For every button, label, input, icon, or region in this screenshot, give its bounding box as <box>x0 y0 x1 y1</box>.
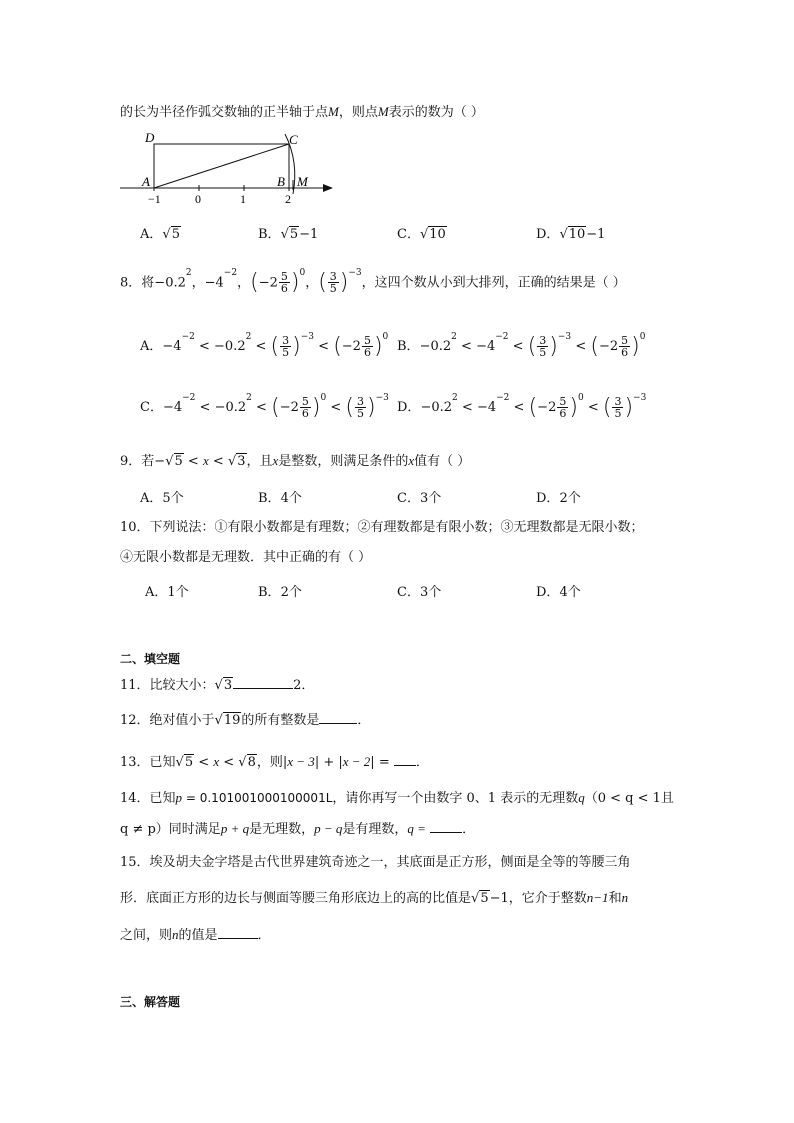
section-heading-solve: 三、解答题 <box>120 995 181 1009</box>
q15-line-1: 15．埃及胡夫金字塔是古代世界建筑奇迹之一，其底面是正方形，侧面是全等的等腰三角 <box>120 855 631 870</box>
q7-option-d[interactable]: D．√10−1 <box>536 227 606 242</box>
q14-line-1: 14．已知p = 0.101001000100001L，请你再写一个由数字 0、1 表示的无理数q（0 < q < 1且 <box>120 790 674 806</box>
q10-line-1: 10．下列说法：①有限小数都是有理数；②有理数都是有限小数；③无理数都是无限小数； <box>120 520 644 535</box>
q7-number-line-figure <box>115 128 340 208</box>
q8-option-a[interactable]: A．$-4^{-2} < -0.2^2$ < ( $\frac{3}{5}$ )$^{-3}$ < (−2 $\frac{5}{6}$ )$^0$ <box>140 331 389 359</box>
q10-line-2: ④无限小数都是无理数．其中正确的有（ ） <box>120 550 372 565</box>
label-a: A <box>142 174 150 189</box>
label-d: D <box>145 130 155 145</box>
q12-answer-blank[interactable] <box>319 711 357 724</box>
q7-option-a[interactable]: A．√5 <box>140 227 180 242</box>
q15-answer-blank[interactable] <box>218 926 258 939</box>
q15-line-3: 之间，则n的值是 ． <box>120 927 271 943</box>
q7-option-b[interactable]: B．√5−1 <box>258 227 319 242</box>
q11: 11．比较大小：√3 2． <box>120 678 315 693</box>
q14-line-2: q ≠ p）同时满足p + q是无理数，p − q是有理数，q = ． <box>120 821 476 837</box>
q10-option-d[interactable]: D．4个 <box>536 585 581 600</box>
q11-answer-blank[interactable] <box>233 676 293 689</box>
q7-option-c[interactable]: C．√10 <box>397 227 446 242</box>
tick-label: 1 <box>240 192 246 206</box>
q8-option-b[interactable]: B．$-0.2^2 < -4^{-2}$ < ( $\frac{3}{5}$ )$^{-3}$ < (−2 $\frac{5}{6}$ )$^0$ <box>397 331 646 359</box>
q14-answer-blank[interactable] <box>430 820 462 833</box>
label-b: B <box>277 174 285 189</box>
q9-option-d[interactable]: D．2个 <box>536 491 581 506</box>
q13: 13．已知√5 < x < √8，则|x − 3| + |x − 2| = ． <box>120 754 429 770</box>
section-heading-fill-in: 二、填空题 <box>120 652 181 666</box>
label-m: M <box>297 174 308 189</box>
q8-option-c[interactable]: C．$-4^{-2} < -0.2^2 < (-2$ $\frac{5}{6}$ )$^0$ < ( $\frac{3}{5}$ )$^{-3}$ <box>140 392 389 420</box>
q13-answer-blank[interactable] <box>394 753 416 766</box>
q12: 12．绝对值小于√19的所有整数是 ． <box>120 713 371 728</box>
tick-label: 2 <box>285 192 291 206</box>
q15-line-2: 形．底面正方形的边长与侧面等腰三角形底边上的高的比值是√5−1，它介于整数n−1和n <box>120 890 629 906</box>
q10-option-b[interactable]: B．2个 <box>258 585 302 600</box>
q8-option-d[interactable]: D．$-0.2^2 < -4^{-2} < (-2$ $\frac{5}{6}$ )$^0$ < ( $\frac{3}{5}$ )$^{-3}$ <box>397 392 647 420</box>
tick-label: −1 <box>148 192 161 206</box>
q9-option-b[interactable]: B．4个 <box>258 491 302 506</box>
q10-option-c[interactable]: C．3个 <box>397 585 442 600</box>
tick-label: 0 <box>195 192 201 206</box>
label-c: C <box>289 132 298 147</box>
q9-stem: 9．若−√5 < x < √3，且x是整数，则满足条件的x值有（ ） <box>120 453 471 469</box>
q9-option-c[interactable]: C．3个 <box>397 491 442 506</box>
q10-option-a[interactable]: A．1个 <box>145 585 189 600</box>
q8-stem: 8．将$-0.2^2$，$-4^{-2}$，(−2 $\frac{5}{6}$ )$^0$，( $\frac{3}{5}$ )$^{-3}$，这四个数从小到大排列，正确的结果是（ ） <box>120 268 626 296</box>
q7-stem: 的长为半径作弧交数轴的正半轴于点M，则点M表示的数为（ ） <box>120 104 484 120</box>
q9-option-a[interactable]: A．5个 <box>140 491 184 506</box>
